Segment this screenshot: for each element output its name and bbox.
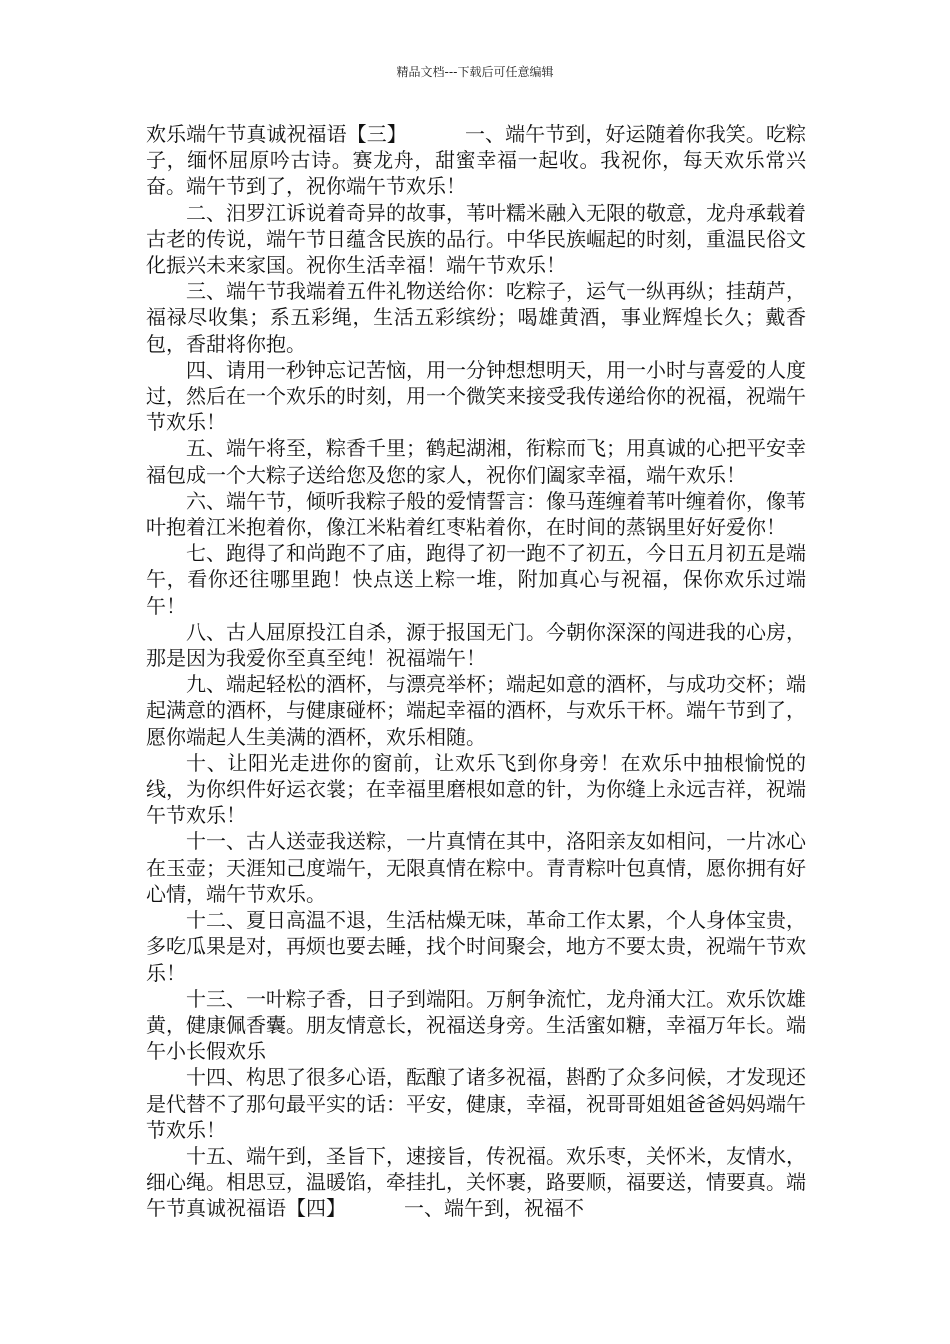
paragraph-text: 十五、端午到，圣旨下，速接旨，传祝福。欢乐枣，关怀米，友情水，细心绳。相思豆，温暖馅，牵挂扎，关怀裹，路要顺，福要送，情要真。端午节真诚祝福语【四】 — [146, 1143, 806, 1221]
paragraph: 十、让阳光走进你的窗前，让欢乐飞到你身旁！在欢乐中抽根愉悦的线，为你织件好运衣裳；在幸福里磨根如意的针，为你缝上永远吉祥，祝端午节欢乐！ — [146, 750, 806, 828]
paragraph: 八、古人屈原投江自杀，源于报国无门。今朝你深深的闯进我的心房，那是因为我爱你至真至纯！祝福端午！ — [146, 619, 806, 671]
section-title: 欢乐端午节真诚祝福语【三】 — [146, 122, 407, 146]
paragraph: 二、汨罗江诉说着奇异的故事，苇叶糯米融入无限的敬意，龙舟承载着古老的传说，端午节日蕴含民族的品行。中华民族崛起的时刻，重温民俗文化振兴未来家国。祝你生活幸福！端午节欢乐！ — [146, 200, 806, 278]
paragraph: 五、端午将至，粽香千里；鹤起湖湘，衔粽而飞；用真诚的心把平安幸福包成一个大粽子送给您及您的家人，祝你们阖家幸福，端午欢乐！ — [146, 436, 806, 487]
document-body — [146, 121, 806, 1222]
paragraph: 十四、构思了很多心语，酝酿了诸多祝福，斟酌了众多问候，才发现还是代替不了那句最平实的话：平安，健康，幸福，祝哥哥姐姐爸爸妈妈端午节欢乐！ — [146, 1065, 806, 1142]
paragraph: 九、端起轻松的酒杯，与漂亮举杯；端起如意的酒杯，与成功交杯；端起满意的酒杯，与健康碰杯；端起幸福的酒杯，与欢乐干杯。端午节到了，愿你端起人生美满的酒杯，欢乐相随。 — [146, 672, 806, 749]
paragraph: 七、跑得了和尚跑不了庙，跑得了初一跑不了初五，今日五月初五是端午，看你还往哪里跑！快点送上粽一堆，附加真心与祝福，保你欢乐过端午！ — [146, 541, 806, 618]
paragraph: 三、端午节我端着五件礼物送给你：吃粽子，运气一纵再纵；挂葫芦，福禄尽收集；系五彩绳，生活五彩缤纷；喝雄黄酒，事业辉煌长久；戴香包，香甜将你抱。 — [146, 279, 806, 356]
paragraph: 十三、一叶粽子香，日子到端阳。万舸争流忙，龙舟涌大江。欢乐饮雄黄，健康佩香囊。朋友情意长，祝福送身旁。生活蜜如糖，幸福万年长。端午小长假欢乐 — [146, 986, 806, 1064]
paragraph: 六、端午节，倾听我粽子般的爱情誓言：像马莲缠着苇叶缠着你，像苇叶抱着江米抱着你，像江米粘着红枣粘着你，在时间的蒸锅里好好爱你！ — [146, 488, 806, 540]
paragraph: 四、请用一秒钟忘记苦恼，用一分钟想想明天，用一小时与喜爱的人度过，然后在一个欢乐的时刻，用一个微笑来接受我传递给你的祝福，祝端午节欢乐！ — [146, 357, 806, 435]
paragraph: 十二、夏日高温不退，生活枯燥无味，革命工作太累，个人身体宝贵，多吃瓜果是对，再烦也要去睡，找个时间聚会，地方不要太贵，祝端午节欢乐！ — [146, 908, 806, 985]
paragraph-continuation: 一、端午到，祝福不 — [404, 1196, 584, 1221]
paragraph-first — [146, 121, 806, 200]
paragraph: 十一、古人送壶我送粽，一片真情在其中，洛阳亲友如相问，一片冰心在玉壶；天涯知己度端午，无限真情在粽中。青青粽叶包真情，愿你拥有好心情，端午节欢乐。 — [146, 829, 806, 906]
paragraph-last — [146, 1143, 806, 1222]
page-header: 精品文档---下载后可任意编辑 — [396, 65, 554, 79]
paragraph-text: 一、端午节到，好运随着你我笑。吃粽子，缅怀屈原吟古诗。赛龙舟，甜蜜幸福一起收。我祝你，每天欢乐常兴奋。端午节到了，祝你端午节欢乐！ — [146, 122, 807, 199]
